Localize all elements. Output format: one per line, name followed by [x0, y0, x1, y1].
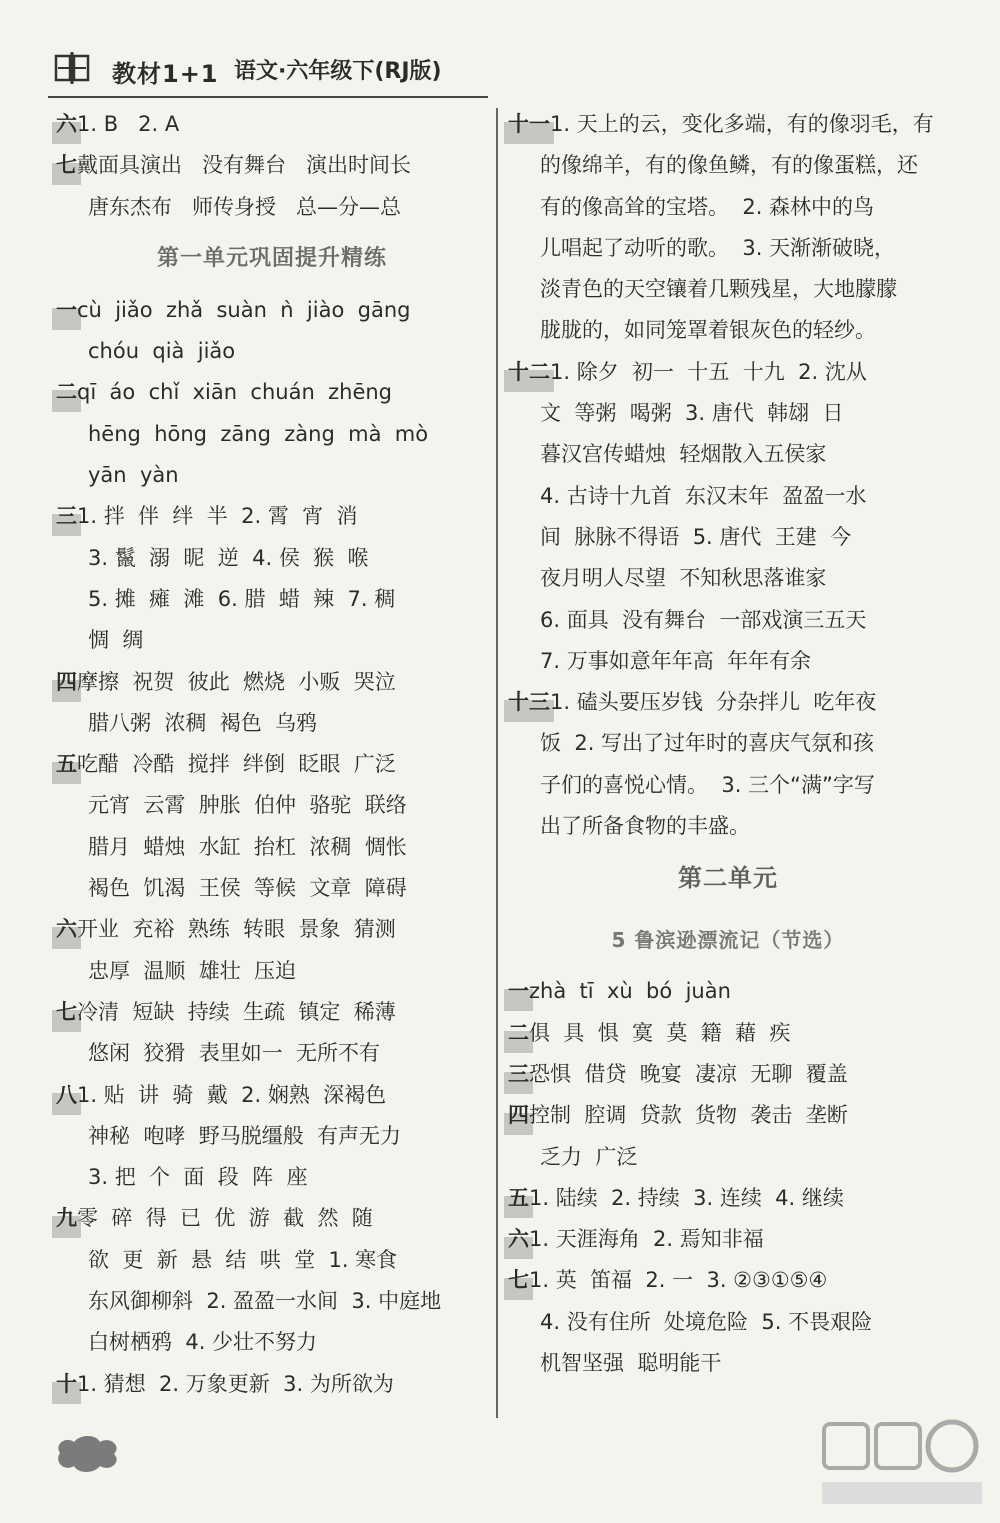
answer-text: 腊八粥 浓稠 褐色 乌鸦 — [88, 710, 318, 735]
question-number: 七 — [56, 999, 77, 1024]
answer-line — [508, 558, 948, 599]
answer-watermark-logo-icon — [818, 1418, 988, 1510]
question-number: 五 — [508, 1185, 529, 1210]
answer-text: 唐东杰布 师传身授 总—分—总 — [88, 194, 402, 219]
answer-text: 3. 鬣 溺 昵 逆 4. 侯 猴 喉 — [88, 545, 369, 570]
answer-text: qī áo chǐ xiān chuán zhēng — [77, 380, 392, 405]
answer-text: 的像绵羊，有的像鱼鳞，有的像蛋糕，还 — [540, 153, 918, 178]
answer-text: cù jiǎo zhǎ suàn ǹ jiào gāng — [77, 297, 411, 322]
answer-line — [508, 517, 948, 558]
question-number: 十三 — [508, 690, 550, 715]
answer-line — [56, 662, 488, 703]
question-number: 六 — [56, 112, 77, 136]
answer-text: 开业 充裕 熟练 转眼 景象 猜测 — [77, 917, 396, 942]
answer-text: 文 等粥 喝粥 3. 唐代 韩翃 日 — [540, 401, 844, 426]
answer-text: 儿唱起了动听的歌。 3. 天渐渐破晓， — [540, 235, 896, 260]
answer-text: 惆 绸 — [88, 628, 144, 653]
answer-text: 3. 把 个 面 段 阵 座 — [88, 1165, 308, 1190]
answer-text: 乏力 广泛 — [540, 1144, 638, 1169]
answer-line — [56, 1157, 488, 1198]
answer-text: 间 脉脉不得语 5. 唐代 王建 今 — [540, 524, 852, 549]
answer-line — [508, 352, 948, 393]
answer-text: 子们的喜悦心情。 3. 三个“满”字写 — [540, 772, 875, 797]
question-number: 九 — [56, 1206, 77, 1231]
question-number: 六 — [508, 1227, 529, 1252]
answer-text: 吃醋 冷酷 搅拌 绊倒 眨眼 广泛 — [77, 752, 396, 777]
question-number: 七 — [56, 153, 77, 178]
question-number: 十 — [56, 1371, 77, 1396]
answer-line — [56, 1075, 488, 1116]
answer-text: zhà tī xù bó juàn — [529, 979, 731, 1004]
answer-line — [508, 104, 948, 145]
answer-text: 冷清 短缺 持续 生疏 镇定 稀薄 — [77, 999, 396, 1024]
answer-text: 暮汉宫传蜡烛 轻烟散入五侯家 — [540, 442, 827, 467]
answer-line — [56, 538, 488, 579]
answer-line — [56, 785, 488, 826]
answer-line — [508, 1343, 948, 1384]
answer-line — [508, 145, 948, 186]
section-heading: 5 鲁滨逊漂流记（节选） — [611, 928, 845, 953]
question-number: 六 — [56, 917, 77, 942]
answer-line — [56, 951, 488, 992]
answer-line — [56, 827, 488, 868]
answer-text: 6. 面具 没有舞台 一部戏演三五天 — [540, 607, 867, 632]
answer-text: 1. 拌 伴 绊 半 2. 霄 宵 消 — [77, 504, 358, 529]
question-number: 七 — [508, 1268, 529, 1293]
answer-text: 4. 古诗十九首 东汉末年 盈盈一水 — [540, 483, 867, 508]
answer-line — [56, 1116, 488, 1157]
answer-text: 1. 陆续 2. 持续 3. 连续 4. 继续 — [529, 1185, 844, 1210]
question-number: 四 — [508, 1103, 529, 1128]
answer-text: 忠厚 温顺 雄壮 压迫 — [88, 958, 297, 983]
answer-line — [56, 145, 488, 186]
answer-text: 机智坚强 聪明能干 — [540, 1351, 722, 1376]
answer-line — [508, 434, 948, 475]
answer-line — [508, 476, 948, 517]
brand-title: 教材1+1 — [112, 60, 219, 88]
answer-line — [508, 765, 948, 806]
answer-line — [508, 393, 948, 434]
question-number: 二 — [508, 1020, 529, 1045]
answer-text: 有的像高耸的宝塔。 2. 森林中的鸟 — [540, 194, 875, 219]
column-divider — [496, 108, 498, 1418]
answer-line — [508, 1137, 948, 1178]
answer-line — [508, 310, 948, 351]
answer-text: 零 碎 得 已 优 游 截 然 随 — [77, 1206, 373, 1231]
answer-line — [56, 290, 488, 331]
answer-text: 饭 2. 写出了过年时的喜庆气氛和孩 — [540, 731, 875, 756]
answer-line — [508, 1178, 948, 1219]
answer-line — [56, 909, 488, 950]
answer-line — [508, 600, 948, 641]
answer-text: 胧胧的，如同笼罩着银灰色的轻纱。 — [540, 318, 876, 343]
answer-text: 1. 猜想 2. 万象更新 3. 为所欲为 — [77, 1371, 394, 1396]
section-heading: 第一单元巩固提升精练 — [156, 245, 387, 271]
answer-line — [56, 1198, 488, 1239]
answer-line — [56, 1322, 488, 1363]
answer-line — [508, 1095, 948, 1136]
answer-line — [56, 703, 488, 744]
question-number: 四 — [56, 669, 77, 694]
answer-line — [56, 1281, 488, 1322]
answer-line — [508, 1013, 948, 1054]
answer-line — [508, 806, 948, 847]
answer-line — [56, 414, 488, 455]
answer-text: 1. 英 笛福 2. 一 3. ②③①⑤④ — [529, 1268, 828, 1293]
answer-text: yān yàn — [88, 463, 179, 488]
answer-line — [508, 641, 948, 682]
answer-text: 淡青色的天空镶着几颗残星，大地朦朦 — [540, 277, 897, 302]
answer-text: 1. 天涯海角 2. 焉知非福 — [529, 1227, 764, 1252]
answer-line — [508, 1219, 948, 1260]
question-number: 八 — [56, 1082, 77, 1107]
answer-line — [56, 455, 488, 496]
answer-text: 东风御柳斜 2. 盈盈一水间 3. 中庭地 — [88, 1289, 442, 1314]
answer-line — [56, 187, 488, 228]
answer-text: 5. 摊 瘫 滩 6. 腊 蜡 辣 7. 稠 — [88, 586, 396, 611]
page-header — [48, 48, 968, 92]
left-column — [56, 104, 488, 1405]
answer-text: 1. 天上的云，变化多端，有的像羽毛，有 — [550, 112, 934, 136]
right-column — [508, 104, 948, 1384]
question-number: 一 — [508, 979, 529, 1004]
answer-line — [56, 868, 488, 909]
answer-text: chóu qià jiǎo — [88, 339, 236, 364]
answer-line — [508, 723, 948, 764]
answer-text: 1. 除夕 初一 十五 十九 2. 沈从 — [550, 359, 867, 384]
answer-text: 1. 磕头要压岁钱 分杂拌儿 吃年夜 — [550, 690, 877, 715]
answer-text: 元宵 云霄 肿胀 伯仲 骆驼 联络 — [88, 793, 407, 818]
question-number: 十二 — [508, 359, 550, 384]
page-number-badge — [52, 1434, 122, 1472]
answer-text: 恐惧 借贷 晚宴 凄凉 无聊 覆盖 — [529, 1061, 848, 1086]
answer-text: 俱 具 惧 寞 莫 籍 藉 疾 — [529, 1020, 791, 1045]
answer-line — [56, 104, 488, 145]
answer-text: 4. 没有住所 处境危险 5. 不畏艰险 — [540, 1309, 873, 1334]
answer-text: 控制 腔调 贷款 货物 袭击 垄断 — [529, 1103, 848, 1128]
answer-text: 摩擦 祝贺 彼此 燃烧 小贩 哭泣 — [77, 669, 396, 694]
answer-text: 欲 更 新 悬 结 哄 堂 1. 寒食 — [88, 1247, 398, 1272]
answer-text: 戴面具演出 没有舞台 演出时间长 — [77, 153, 412, 178]
answer-line — [56, 992, 488, 1033]
question-number: 一 — [56, 297, 77, 322]
answer-line — [56, 744, 488, 785]
subject-title: 语文·六年级下(RJ版) — [234, 59, 442, 84]
book-logo-icon — [54, 50, 90, 86]
answer-line — [56, 579, 488, 620]
answer-line — [508, 682, 948, 723]
answer-text: 出了所备食物的丰盛。 — [540, 814, 750, 839]
question-number: 五 — [56, 752, 77, 777]
answer-text: 白树栖鸦 4. 少壮不努力 — [88, 1330, 318, 1355]
answer-text: 褐色 饥渴 王侯 等候 文章 障碍 — [88, 876, 407, 901]
question-number: 三 — [508, 1061, 529, 1086]
answer-text: 悠闲 狡猾 表里如一 无所不有 — [88, 1041, 381, 1066]
answer-line — [56, 1033, 488, 1074]
answer-line — [508, 971, 948, 1012]
header-rule — [48, 96, 488, 98]
answer-line — [56, 496, 488, 537]
answer-line — [508, 187, 948, 228]
answer-text: 7. 万事如意年年高 年年有余 — [540, 648, 812, 673]
answer-text: 1. 贴 讲 骑 戴 2. 娴熟 深褐色 — [77, 1082, 387, 1107]
answer-line — [508, 1054, 948, 1095]
answer-line — [508, 269, 948, 310]
answer-text: 神秘 咆哮 野马脱缰般 有声无力 — [88, 1123, 402, 1148]
answer-line — [56, 1364, 488, 1405]
question-number: 三 — [56, 504, 77, 529]
answer-text: 腊月 蜡烛 水缸 抬杠 浓稠 惆怅 — [88, 834, 407, 859]
answer-line — [508, 228, 948, 269]
answer-line — [508, 1260, 948, 1301]
answer-line — [508, 1302, 948, 1343]
answer-text: 夜月明人尽望 不知秋思落谁家 — [540, 566, 827, 591]
answer-line — [56, 620, 488, 661]
answer-line — [56, 331, 488, 372]
answer-line — [56, 1240, 488, 1281]
question-number: 十一 — [508, 112, 550, 136]
section-heading: 第二单元 — [678, 864, 778, 893]
answer-line — [56, 372, 488, 413]
answer-text: hēng hōng zāng zàng mà mò — [88, 421, 429, 446]
question-number: 二 — [56, 380, 77, 405]
answer-text: 1. B 2. A — [77, 112, 180, 136]
